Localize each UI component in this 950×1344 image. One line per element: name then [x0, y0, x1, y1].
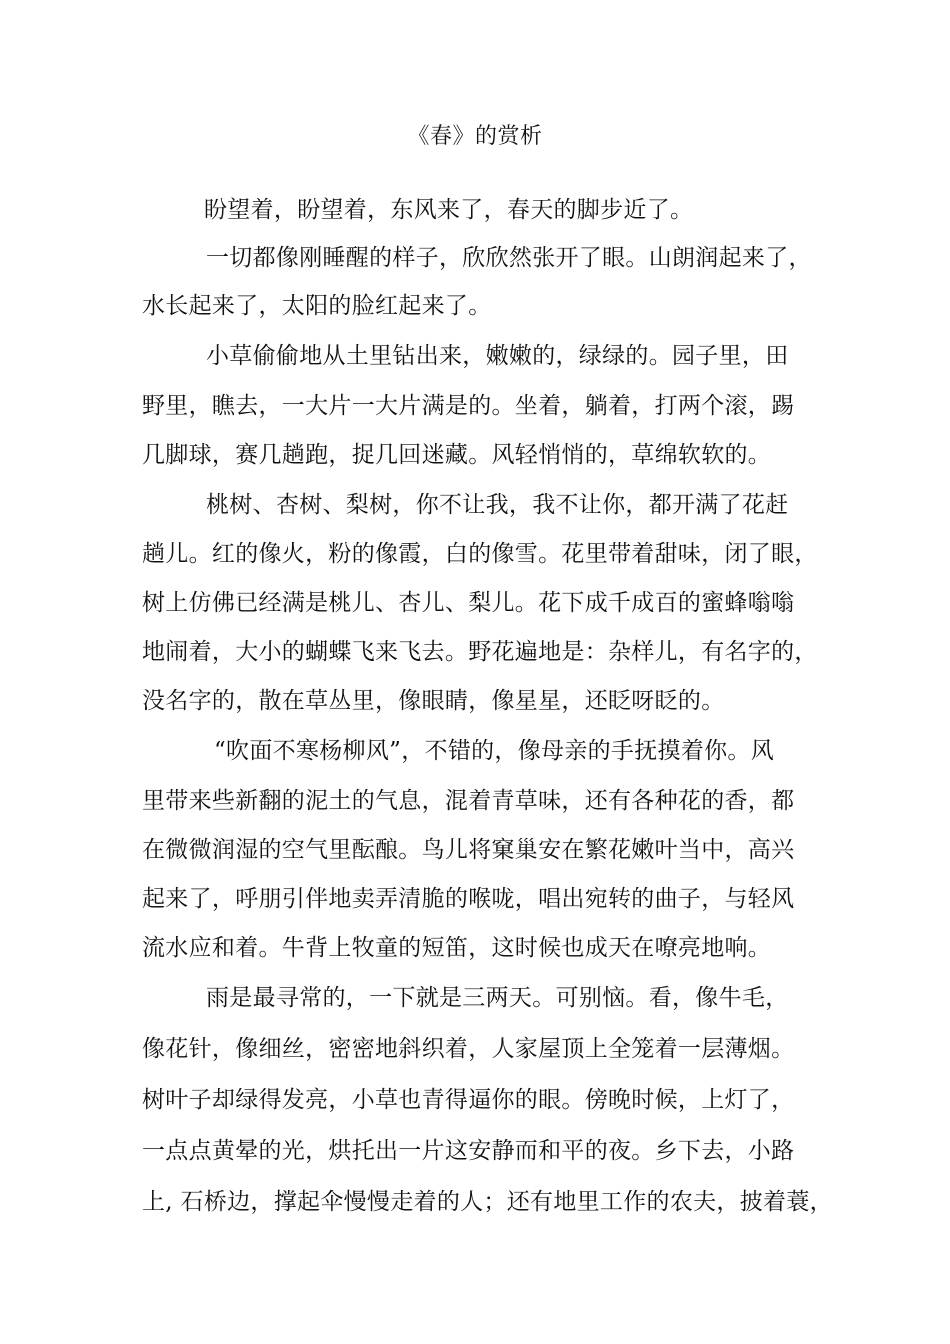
text-line: 趟儿。红的像火，粉的像霞，白的像雪。花里带着甜味，闭了眼， — [142, 541, 818, 567]
text-line: 一切都像刚睡醒的样子，欣欣然张开了眼。山朗润起来了， — [206, 245, 812, 271]
text-line: “吹面不寒杨柳风”，不错的，像母亲的手抚摸着你。风 — [214, 738, 775, 764]
text-line: 几脚球，赛几趟跑，捉几回迷藏。风轻悄悄的，草绵软软的。 — [142, 442, 772, 468]
text-line: 地闹着，大小的蝴蝶飞来飞去。野花遍地是：杂样儿，有名字的， — [142, 639, 818, 665]
text-line: 雨是最寻常的，一下就是三两天。可别恼。看，像牛毛， — [206, 985, 789, 1011]
document-title: 《春》的赏析 — [407, 124, 543, 149]
text-line: 水长起来了，太阳的脸红起来了。 — [142, 293, 492, 319]
text-line: 起来了，呼朋引伴地卖弄清脆的喉咙，唱出宛转的曲子，与轻风 — [142, 886, 795, 912]
text-line: 上, 石桥边，撑起伞慢慢走着的人；还有地里工作的农夫，披着蓑， — [142, 1189, 833, 1215]
text-line: 小草偷偷地从土里钻出来，嫩嫩的，绿绿的。园子里，田 — [206, 343, 789, 369]
text-line: 在微微润湿的空气里酝酿。鸟儿将窠巢安在繁花嫩叶当中，高兴 — [142, 837, 795, 863]
text-line: 野里，瞧去，一大片一大片满是的。坐着，躺着，打两个滚，踢 — [142, 393, 795, 419]
text-line: 树上仿佛已经满是桃儿、杏儿、梨儿。花下成千成百的蜜蜂嗡嗡 — [142, 590, 795, 616]
text-line: 没名字的，散在草丛里，像眼睛，像星星，还眨呀眨的。 — [142, 688, 725, 714]
text-line: 流水应和着。牛背上牧童的短笛，这时候也成天在嘹亮地响。 — [142, 935, 772, 961]
text-line: 像花针，像细丝，密密地斜织着，人家屋顶上全笼着一层薄烟。 — [142, 1036, 795, 1062]
text-line: 盼望着，盼望着，东风来了，春天的脚步近了。 — [204, 197, 694, 223]
text-line: 桃树、杏树、梨树，你不让我，我不让你，都开满了花赶 — [206, 492, 789, 518]
text-line: 里带来些新翻的泥土的气息，混着青草味，还有各种花的香，都 — [142, 788, 795, 814]
text-line: 树叶子却绿得发亮，小草也青得逼你的眼。傍晚时候，上灯了， — [142, 1087, 795, 1113]
text-line: 一点点黄晕的光，烘托出一片这安静而和平的夜。乡下去，小路 — [142, 1138, 795, 1164]
